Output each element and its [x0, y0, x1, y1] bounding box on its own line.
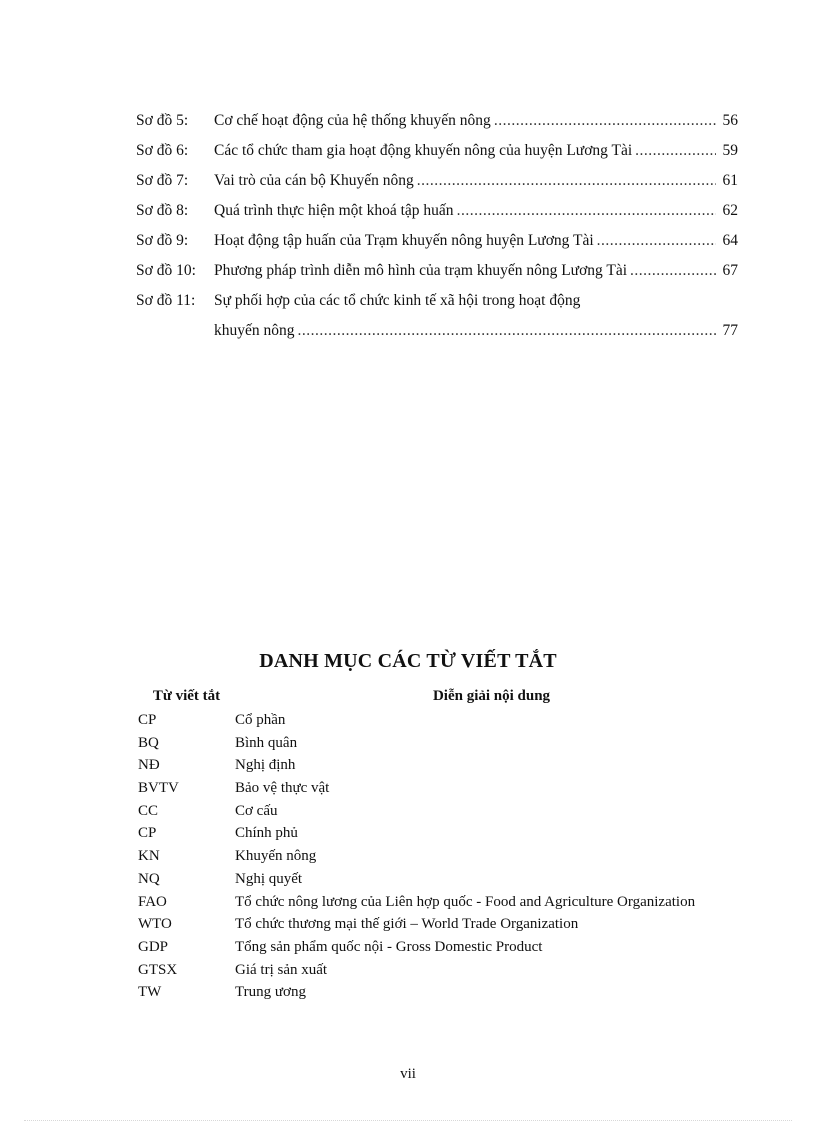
abbr-code: NĐ: [138, 757, 160, 774]
abbr-desc: Nghị định: [235, 757, 296, 774]
abbr-desc: Bình quân: [235, 734, 298, 751]
abbr-desc: Tổng sản phẩm quốc nội - Gross Domestic Product: [235, 938, 543, 955]
table-row: [138, 916, 758, 939]
toc-leader: [295, 322, 716, 340]
abbr-desc: Tổ chức nông lương của Liên hợp quốc - Food and Agriculture Organization: [235, 893, 696, 910]
toc-label: Sơ đồ 11:: [136, 292, 196, 309]
toc-title: Các tổ chức tham gia hoạt động khuyến nông của huyện Lương Tài: [214, 142, 633, 159]
toc-title: Phương pháp trình diễn mô hình của trạm khuyến nông Lương Tài: [214, 262, 628, 279]
abbr-desc: Tổ chức thương mại thế giới – World Trade Organization: [235, 916, 579, 933]
table-row: [138, 757, 758, 780]
table-row: [138, 962, 758, 985]
header-code: Từ viết tắt: [152, 688, 221, 704]
abbr-desc: Khuyến nông: [235, 848, 317, 865]
abbr-desc: Nghị quyết: [235, 870, 303, 887]
abbr-code: FAO: [138, 893, 167, 910]
toc-entry[interactable]: [136, 232, 738, 262]
toc-title: Cơ chế hoạt động của hệ thống khuyến nông: [214, 112, 491, 129]
abbr-code: BQ: [138, 734, 159, 751]
toc-entry[interactable]: [136, 142, 738, 172]
toc-label: Sơ đồ 10:: [136, 262, 196, 279]
figure-list: [136, 112, 738, 352]
toc-label: Sơ đồ 8:: [136, 202, 189, 219]
toc-entry-continuation[interactable]: [136, 322, 738, 352]
toc-entry[interactable]: [136, 172, 738, 202]
abbr-desc: Cổ phần: [235, 712, 286, 728]
toc-page: 56: [722, 112, 738, 129]
table-row: [138, 848, 758, 871]
toc-label: Sơ đồ 5:: [136, 112, 189, 129]
toc-leader: [594, 232, 716, 250]
toc-title: Sự phối hợp của các tổ chức kinh tế xã hội trong hoạt động: [214, 292, 581, 309]
abbr-code: TW: [138, 984, 162, 1001]
abbr-code: CC: [138, 802, 159, 819]
toc-entry[interactable]: [136, 112, 738, 142]
abbreviations-header: [138, 688, 758, 712]
toc-page: 64: [722, 232, 738, 249]
abbr-desc: Chính phủ: [235, 825, 298, 842]
abbr-desc: Giá trị sản xuất: [235, 961, 328, 978]
toc-page: 67: [722, 262, 738, 279]
table-row: [138, 780, 758, 803]
abbr-code: BVTV: [138, 780, 179, 797]
abbr-code: CP: [138, 825, 157, 842]
abbr-code: KN: [138, 848, 160, 865]
toc-title: Vai trò của cán bộ Khuyến nông: [214, 172, 414, 189]
abbr-code: WTO: [138, 916, 172, 933]
toc-entry[interactable]: [136, 292, 738, 322]
table-row: [138, 894, 758, 917]
toc-leader: [491, 112, 716, 130]
toc-label: Sơ đồ 9:: [136, 232, 189, 249]
toc-page: 62: [722, 202, 738, 219]
page-number: vii: [400, 1066, 416, 1082]
toc-leader: [454, 202, 716, 220]
table-row: [138, 735, 758, 758]
toc-label: Sơ đồ 6:: [136, 142, 189, 159]
toc-entry[interactable]: [136, 202, 738, 232]
abbreviations-table: [138, 688, 758, 1007]
header-desc: Diễn giải nội dung: [432, 688, 551, 704]
page-bottom-divider: [24, 1120, 792, 1121]
toc-title: Quá trình thực hiện một khoá tập huấn: [214, 202, 454, 219]
table-row: [138, 825, 758, 848]
toc-page: 59: [722, 142, 738, 159]
toc-title: Hoạt động tập huấn của Trạm khuyến nông huyện Lương Tài: [214, 232, 594, 249]
table-row: [138, 803, 758, 826]
abbr-code: NQ: [138, 870, 160, 887]
abbreviations-title: DANH MỤC CÁC TỪ VIẾT TẮT: [259, 650, 557, 672]
abbr-code: GTSX: [138, 961, 178, 978]
table-row: [138, 984, 758, 1007]
table-row: [138, 712, 758, 735]
toc-title: khuyến nông: [214, 322, 295, 339]
toc-page: 77: [722, 322, 738, 339]
toc-entry[interactable]: [136, 262, 738, 292]
abbr-desc: Bảo vệ thực vật: [235, 780, 330, 797]
toc-leader: [632, 142, 716, 160]
table-row: [138, 939, 758, 962]
toc-page: 61: [722, 172, 738, 189]
toc-leader: [414, 172, 716, 190]
abbr-code: GDP: [138, 938, 169, 955]
toc-leader: [627, 262, 716, 280]
table-row: [138, 871, 758, 894]
toc-label: Sơ đồ 7:: [136, 172, 189, 189]
abbr-desc: Trung ương: [235, 984, 306, 1001]
abbr-desc: Cơ cấu: [235, 802, 278, 819]
abbr-code: CP: [138, 712, 157, 728]
